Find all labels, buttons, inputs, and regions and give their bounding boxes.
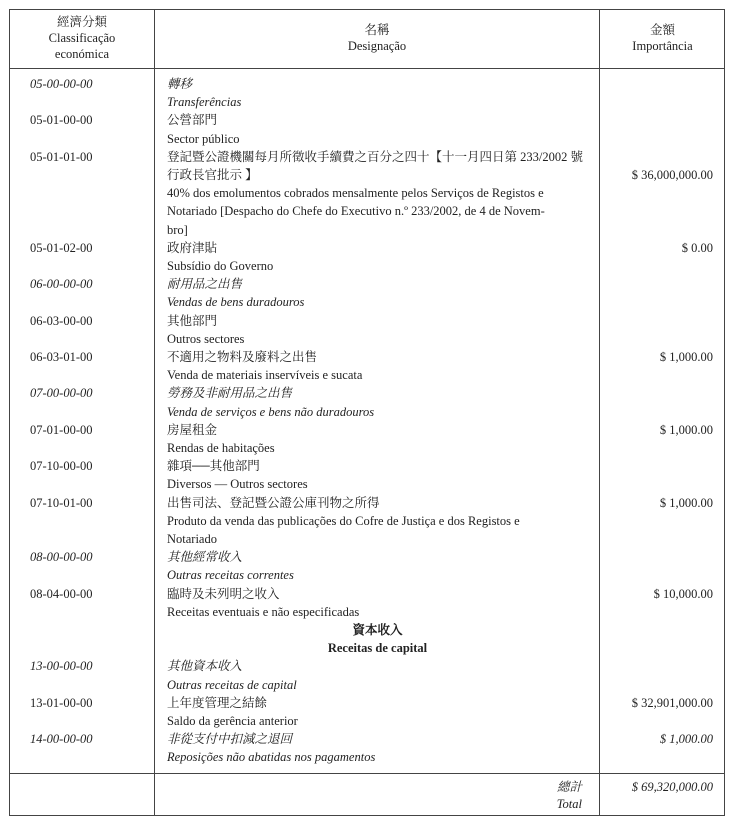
designation-zh: 勞務及非耐用品之出售 (167, 386, 293, 401)
designation-pt: Outras receitas correntes (167, 568, 294, 583)
designation-pt: Sector público (167, 131, 240, 146)
header-designacao-zh: 名稱 (364, 23, 390, 37)
amount-row (10, 348, 724, 366)
designation-pt: Notariado (167, 532, 217, 546)
designation-zh: 不適用之物料及廢料之出售 (167, 350, 318, 364)
classification-code: 06-00-00-00 (30, 277, 93, 292)
table-row (10, 603, 724, 621)
table-row (10, 366, 724, 384)
designation-zh: 非從支付中扣減之退回 (167, 732, 293, 747)
designation-zh: 轉移 (167, 77, 193, 91)
header-divider (10, 68, 724, 69)
designation-pt: Venda de serviços e bens não duradouros (167, 404, 375, 419)
total-label-zh: 總計 (556, 780, 582, 794)
table-row (10, 130, 724, 148)
table-row (10, 712, 724, 730)
classification-code: 05-01-01-00 (30, 149, 93, 164)
classification-code: 06-03-00-00 (30, 313, 93, 328)
classification-code: 07-10-00-00 (30, 459, 93, 474)
table-row (10, 148, 724, 166)
section-heading (10, 639, 724, 657)
classification-code: 14-00-00-00 (30, 732, 93, 747)
designation-zh: 其他經常收入 (167, 550, 243, 565)
table-row (10, 548, 724, 566)
designation-pt: Outras receitas de capital (167, 677, 297, 692)
amount-row (10, 585, 724, 603)
designation-zh: 公營部門 (167, 113, 218, 128)
header-importancia (600, 22, 725, 54)
table-row (10, 512, 724, 530)
classification-code: 13-01-00-00 (30, 695, 93, 710)
total-divider (10, 773, 724, 774)
budget-table (9, 9, 725, 816)
table-row (10, 257, 724, 275)
designation-zh: 行政長官批示 】 (167, 168, 258, 182)
table-row (10, 93, 724, 111)
amount-row (10, 494, 724, 512)
classification-code: 05-00-00-00 (30, 77, 93, 91)
table-row (10, 403, 724, 421)
table-row (10, 676, 724, 694)
amount-row (10, 239, 724, 257)
designation-zh: 出售司法、登記暨公證公庫刊物之所得 (167, 495, 380, 510)
designation-pt: Diversos — Outros sectores (167, 477, 308, 492)
amount-row (10, 730, 724, 748)
table-row (10, 184, 724, 202)
table-row (10, 457, 724, 475)
classification-code: 07-10-01-00 (30, 495, 93, 510)
table-row (10, 293, 724, 311)
amount-value: $ 10,000.00 (653, 586, 713, 601)
section-heading-zh: 資本收入 (352, 623, 403, 637)
table-row (10, 439, 724, 457)
designation-pt: Produto da venda das publicações do Cofre de Justiça e dos Registos e (167, 513, 520, 528)
amount-value: $ 0.00 (681, 240, 713, 255)
table-row (10, 111, 724, 129)
designation-pt: bro] (167, 222, 188, 237)
designation-zh: 雜項──其他部門 (167, 459, 260, 474)
designation-pt: Reposições não abatidas nos pagamentos (167, 750, 376, 765)
table-row (10, 75, 724, 93)
total-row (10, 778, 724, 796)
header-designacao (155, 22, 599, 54)
header-classificacao-pt: Classificação (48, 31, 116, 45)
total-row-pt (10, 795, 724, 813)
header-designacao-pt: Designação (347, 39, 407, 53)
amount-value: $ 36,000,000.00 (631, 168, 713, 182)
section-heading (10, 621, 724, 639)
designation-zh: 房屋租金 (167, 422, 218, 437)
designation-pt: 40% dos emolumentos cobrados mensalmente pelos Serviços de Registos e (167, 186, 544, 201)
classification-code: 06-03-01-00 (30, 350, 93, 364)
table-row (10, 221, 724, 239)
header-classificacao-pt-2: económica (54, 47, 110, 61)
classification-code: 05-01-02-00 (30, 240, 93, 255)
classification-code: 13-00-00-00 (30, 659, 93, 674)
amount-value: $ 1,000.00 (659, 422, 713, 437)
designation-pt: Venda de materiais inservíveis e sucata (167, 368, 363, 383)
amount-value: $ 1,000.00 (659, 350, 713, 364)
table-row (10, 202, 724, 220)
table-row (10, 312, 724, 330)
designation-zh: 其他部門 (167, 313, 218, 328)
table-row (10, 475, 724, 493)
header-importancia-pt: Importância (632, 39, 693, 53)
designation-zh: 其他資本收入 (167, 659, 243, 674)
classification-code: 08-00-00-00 (30, 550, 93, 565)
designation-pt: Saldo da gerência anterior (167, 714, 298, 728)
designation-pt: Subsídio do Governo (167, 259, 274, 273)
amount-row (10, 166, 724, 184)
header-importancia-zh: 金額 (649, 23, 675, 37)
table-row (10, 275, 724, 293)
designation-pt: Outros sectores (167, 331, 245, 346)
amount-row (10, 694, 724, 712)
table-row (10, 330, 724, 348)
amount-value: $ 1,000.00 (659, 495, 713, 510)
designation-pt: Notariado [Despacho do Chefe do Executivo n.º 233/2002, de 4 de Novem- (167, 204, 545, 219)
amount-row (10, 421, 724, 439)
classification-code: 07-01-00-00 (30, 422, 93, 437)
table-row (10, 566, 724, 584)
classification-code: 08-04-00-00 (30, 586, 93, 601)
table-row (10, 657, 724, 675)
designation-pt: Transferências (167, 95, 242, 110)
total-amount: $ 69,320,000.00 (631, 780, 713, 794)
designation-pt: Rendas de habitações (167, 441, 275, 455)
designation-zh: 上年度管理之結餘 (167, 695, 268, 710)
designation-zh: 政府津貼 (167, 240, 218, 255)
classification-code: 07-00-00-00 (30, 386, 93, 401)
designation-pt: Vendas de bens duradouros (167, 295, 305, 310)
table-row (10, 384, 724, 402)
table-row (10, 530, 724, 548)
designation-zh: 臨時及未列明之收入 (167, 586, 280, 601)
table-row (10, 748, 724, 766)
amount-value: $ 1,000.00 (659, 732, 713, 747)
designation-zh: 耐用品之出售 (167, 277, 243, 292)
classification-code: 05-01-00-00 (30, 113, 93, 128)
designation-zh: 登記暨公證機關每月所徵收手續費之百分之四十【十一月四日第 233/2002 號 (167, 149, 583, 164)
amount-value: $ 32,901,000.00 (631, 695, 713, 710)
designation-pt: Receitas eventuais e não especificadas (167, 604, 360, 619)
total-label-pt: Total (556, 797, 582, 811)
header-classificacao (10, 14, 154, 62)
section-heading-pt: Receitas de capital (327, 641, 428, 656)
header-classificacao-zh: 經濟分類 (56, 15, 107, 29)
